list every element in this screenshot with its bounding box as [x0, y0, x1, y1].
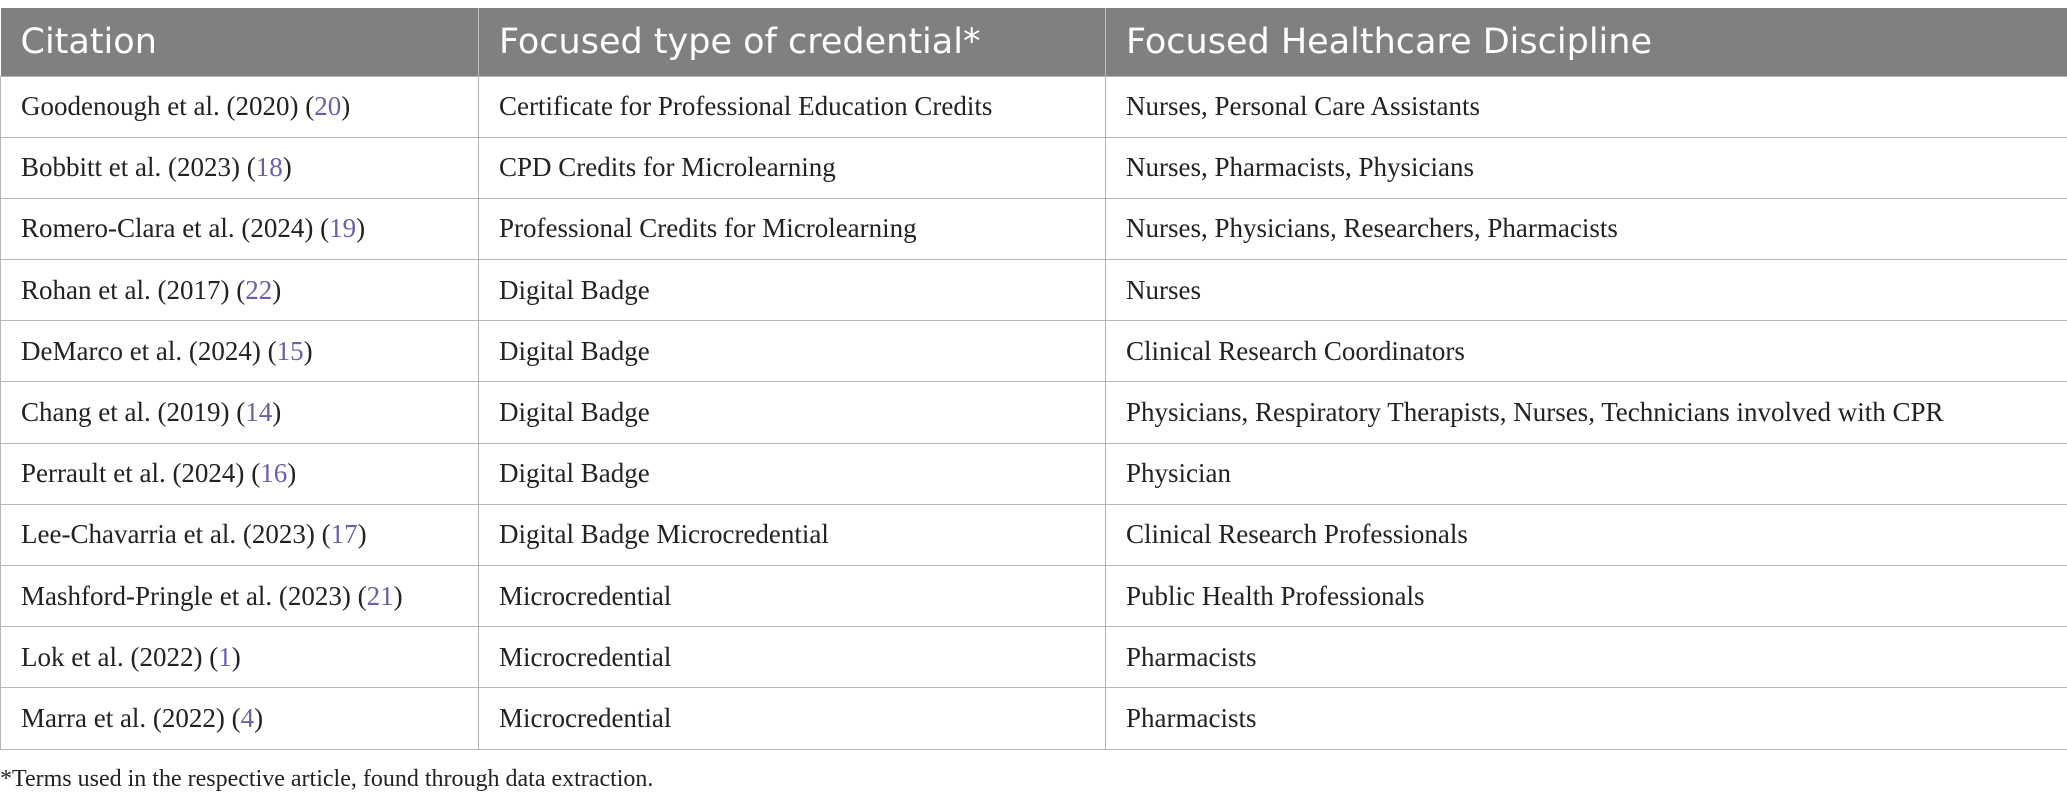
credential-cell: Digital Badge Microcredential: [479, 504, 1106, 565]
table-row: [1, 76, 2067, 137]
citation-cell: Lok et al. (2022) (1): [1, 627, 479, 688]
citation-author: Rohan et al. (2017): [21, 274, 230, 305]
reference-link[interactable]: 16: [260, 458, 288, 489]
citation-author: DeMarco et al. (2024): [21, 335, 261, 366]
discipline-cell: Nurses: [1106, 260, 2067, 321]
reference-link[interactable]: 18: [255, 152, 283, 183]
table-row: [1, 137, 2067, 198]
citation-author: Mashford-Pringle et al. (2023): [21, 580, 351, 611]
citation-cell: Perrault et al. (2024) (16): [1, 443, 479, 504]
reference-link[interactable]: 17: [330, 519, 358, 550]
citation-cell: Bobbitt et al. (2023) (18): [1, 137, 479, 198]
citation-author: Chang et al. (2019): [21, 397, 230, 428]
citation-author: Goodenough et al. (2020): [21, 91, 299, 122]
header-discipline: Focused Healthcare Discipline: [1106, 8, 2067, 76]
credential-cell: Microcredential: [479, 566, 1106, 627]
citation-author: Bobbitt et al. (2023): [21, 152, 240, 183]
reference-link[interactable]: 19: [329, 213, 357, 244]
table-row: [1, 627, 2067, 688]
credential-cell: Digital Badge: [479, 443, 1106, 504]
table-container: [0, 8, 2067, 750]
credential-cell: Digital Badge: [479, 260, 1106, 321]
table-row: [1, 443, 2067, 504]
citation-cell: Goodenough et al. (2020) (20): [1, 76, 479, 137]
discipline-cell: Nurses, Personal Care Assistants: [1106, 76, 2067, 137]
credential-cell: Certificate for Professional Education Credits: [479, 76, 1106, 137]
citation-author: Lok et al. (2022): [21, 641, 203, 672]
discipline-cell: Clinical Research Professionals: [1106, 504, 2067, 565]
credential-cell: Microcredential: [479, 627, 1106, 688]
table-row: [1, 382, 2067, 443]
citation-author: Perrault et al. (2024): [21, 458, 245, 489]
header-citation: Citation: [1, 8, 479, 76]
citation-author: Marra et al. (2022): [21, 702, 225, 733]
table-row: [1, 321, 2067, 382]
credential-cell: Professional Credits for Microlearning: [479, 198, 1106, 259]
citation-cell: DeMarco et al. (2024) (15): [1, 321, 479, 382]
discipline-cell: Public Health Professionals: [1106, 566, 2067, 627]
discipline-cell: Physician: [1106, 443, 2067, 504]
discipline-cell: Pharmacists: [1106, 688, 2067, 749]
table-header: [1, 8, 2067, 76]
citation-cell: Rohan et al. (2017) (22): [1, 260, 479, 321]
table-row: [1, 566, 2067, 627]
reference-link[interactable]: 1: [218, 641, 232, 672]
discipline-cell: Nurses, Physicians, Researchers, Pharmacists: [1106, 198, 2067, 259]
citation-cell: Romero-Clara et al. (2024) (19): [1, 198, 479, 259]
credential-cell: Digital Badge: [479, 382, 1106, 443]
discipline-cell: Clinical Research Coordinators: [1106, 321, 2067, 382]
header-row: [1, 8, 2067, 76]
reference-link[interactable]: 22: [245, 274, 273, 305]
reference-link[interactable]: 14: [245, 397, 273, 428]
credential-cell: Microcredential: [479, 688, 1106, 749]
discipline-cell: Nurses, Pharmacists, Physicians: [1106, 137, 2067, 198]
citation-cell: Lee-Chavarria et al. (2023) (17): [1, 504, 479, 565]
citation-cell: Chang et al. (2019) (14): [1, 382, 479, 443]
citation-author: Romero-Clara et al. (2024): [21, 213, 314, 244]
discipline-cell: Physicians, Respiratory Therapists, Nurses, Technicians involved with CPR: [1106, 382, 2067, 443]
table-footnote: *Terms used in the respective article, found through data extraction.: [0, 766, 654, 792]
table-row: [1, 260, 2067, 321]
citation-cell: Marra et al. (2022) (4): [1, 688, 479, 749]
credential-cell: Digital Badge: [479, 321, 1106, 382]
citation-author: Lee-Chavarria et al. (2023): [21, 519, 315, 550]
discipline-cell: Pharmacists: [1106, 627, 2067, 688]
reference-link[interactable]: 21: [366, 580, 394, 611]
table-row: [1, 688, 2067, 749]
citation-cell: Mashford-Pringle et al. (2023) (21): [1, 566, 479, 627]
credentials-table: [0, 8, 2067, 750]
reference-link[interactable]: 4: [240, 702, 255, 733]
table-body: [1, 76, 2067, 749]
table-row: [1, 504, 2067, 565]
reference-link[interactable]: 15: [276, 335, 304, 366]
credential-cell: CPD Credits for Microlearning: [479, 137, 1106, 198]
table-row: [1, 198, 2067, 259]
reference-link[interactable]: 20: [314, 91, 342, 122]
header-credential-type: Focused type of credential*: [479, 8, 1106, 76]
